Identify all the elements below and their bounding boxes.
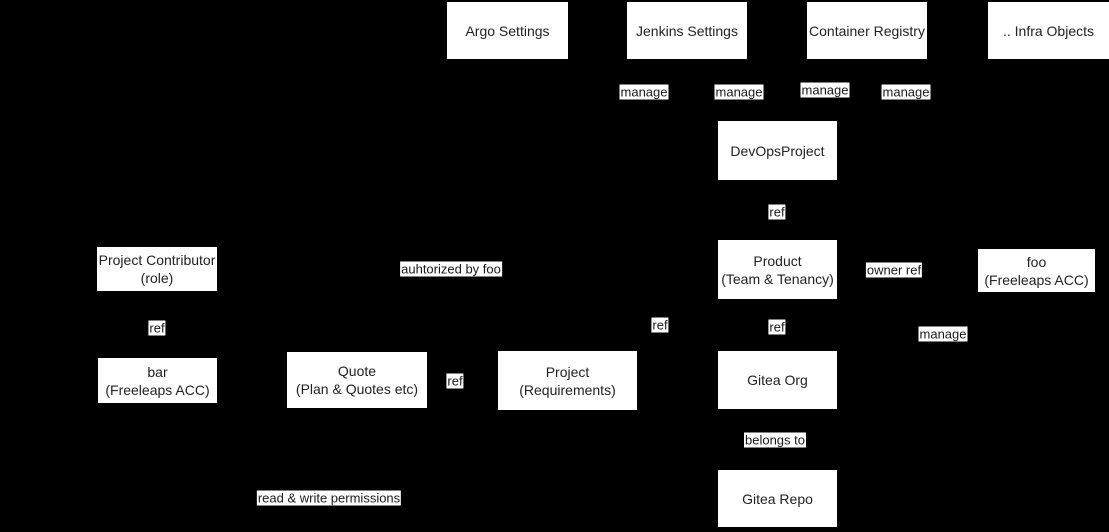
node-foo-account-label: (Freeleaps ACC) [984, 271, 1089, 288]
node-product-label: Product [753, 252, 802, 269]
node-gitea-repo [718, 470, 837, 527]
node-devops-project-label: DevOpsProject [730, 142, 825, 159]
node-project-label: Project [545, 363, 590, 380]
edge-label-ref-devops-product: ref [769, 204, 785, 220]
edge-label-ref-product-gitea-org: ref [769, 319, 785, 335]
edge-label-manage-infra: manage [882, 84, 930, 100]
node-infra-objects-label: .. Infra Objects [1002, 22, 1095, 39]
node-foo-account [978, 249, 1095, 292]
node-bar-account-label: bar [147, 363, 168, 380]
node-product [718, 240, 837, 299]
node-devops-project [718, 121, 837, 180]
node-project-contributor-label: Project Contributor [98, 252, 216, 268]
node-container-registry [807, 2, 927, 59]
node-container-registry-label: Container Registry [809, 22, 925, 39]
node-project-label: (Requirements) [519, 381, 616, 398]
edge-label-manage-foo: manage [919, 326, 967, 342]
edge-label-manage-jenkins: manage [715, 84, 763, 100]
node-quote-label: (Plan & Quotes etc) [295, 381, 419, 397]
node-project [498, 351, 637, 410]
edge-label-ref-contributor-bar: ref [149, 320, 165, 336]
node-infra-objects [988, 2, 1109, 59]
edge-label-manage-registry: manage [801, 82, 849, 98]
node-jenkins-settings [627, 2, 747, 59]
node-argo-settings [447, 2, 568, 59]
node-bar-account-label: (Freeleaps ACC) [105, 381, 210, 398]
edge-label-ref-project-product: ref [652, 317, 668, 333]
edge-label-owner-ref: owner ref [866, 262, 922, 278]
node-argo-settings-label: Argo Settings [465, 22, 550, 39]
node-product-label: (Team & Tenancy) [721, 270, 834, 287]
node-quote-label: Quote [337, 363, 377, 379]
edge-label-manage-argo: manage [620, 84, 668, 100]
edge-label-ref-quote-project: ref [447, 373, 463, 389]
node-gitea-repo-label: Gitea Repo [742, 490, 813, 507]
node-gitea-org [718, 351, 837, 409]
node-quote [287, 352, 427, 408]
node-project-contributor-label: (role) [140, 270, 174, 286]
node-project-contributor [97, 247, 217, 291]
edge-label-read-write-permissions: read & write permissions [257, 490, 401, 506]
edge-label-belongs-to: belongs to [745, 432, 805, 448]
node-jenkins-settings-label: Jenkins Settings [636, 22, 738, 39]
node-bar-account [98, 358, 217, 403]
edge-label-authorized-by-foo: auhtorized by foo [401, 261, 501, 277]
node-gitea-org-label: Gitea Org [747, 372, 808, 388]
node-foo-account-label: foo [1026, 253, 1047, 270]
